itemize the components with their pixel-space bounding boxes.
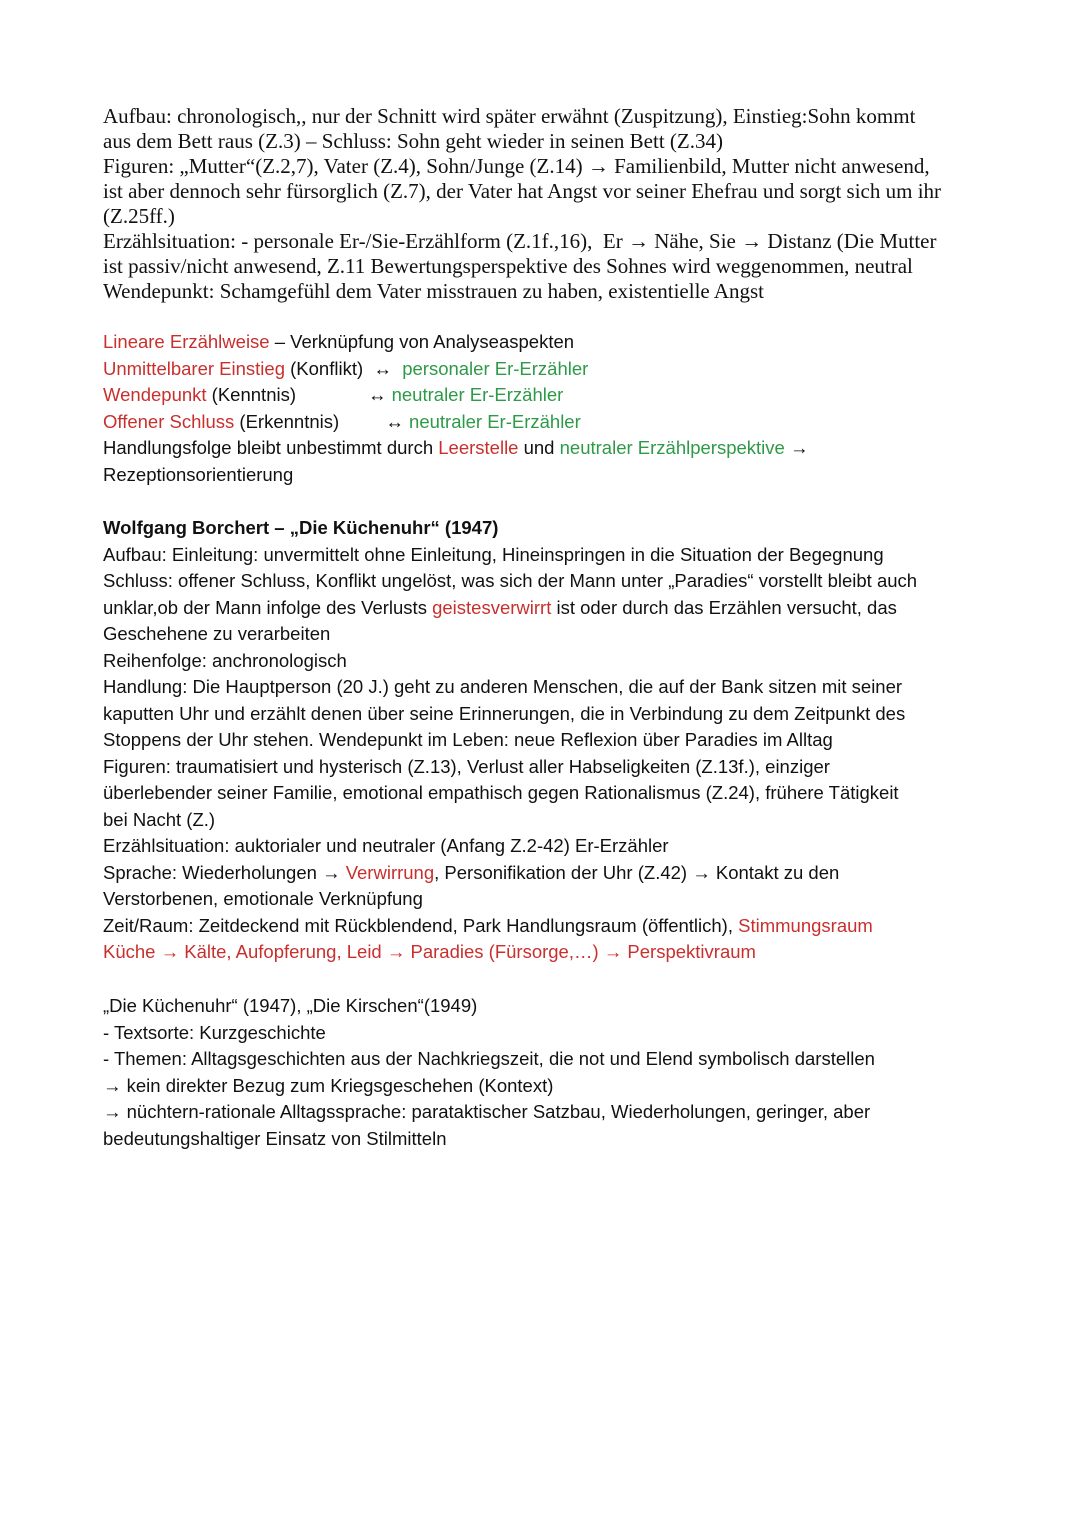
text-line bbox=[103, 833, 1003, 860]
text-line bbox=[103, 780, 1003, 807]
text-segment: , Personifikation der Uhr (Z.42) → Kontakt zu den bbox=[434, 861, 840, 883]
text-line bbox=[103, 1073, 1003, 1100]
text-line bbox=[103, 1099, 1003, 1126]
text-line bbox=[103, 129, 1003, 154]
text-line bbox=[103, 462, 1003, 489]
text-segment: bedeutungshaltiger Einsatz von Stilmitteln bbox=[103, 1127, 447, 1149]
highlight-red: Unmittelbarer Einstieg bbox=[103, 357, 285, 379]
text-segment: Erzählsituation: - personale Er-/Sie-Erzählform (Z.1f.,16), Er → Nähe, Sie → Distanz (Die Mutter bbox=[103, 229, 937, 253]
text-line bbox=[103, 568, 1003, 595]
text-segment: Wendepunkt: Schamgefühl dem Vater misstrauen zu haben, existentielle Angst bbox=[103, 279, 765, 303]
text-segment: Rezeptionsorientierung bbox=[103, 463, 294, 485]
highlight-green: personaler Er-Erzähler bbox=[402, 357, 589, 379]
section-kurzgeschichte bbox=[103, 993, 1003, 1152]
text-line bbox=[103, 279, 1003, 304]
text-segment: Figuren: „Mutter“(Z.2,7), Vater (Z.4), Sohn/Junge (Z.14) → Familienbild, Mutter nicht anwesend, bbox=[103, 154, 930, 178]
text-segment: → kein direkter Bezug zum Kriegsgeschehen (Kontext) bbox=[103, 1074, 554, 1096]
text-segment: (Kenntnis) ↔ bbox=[206, 384, 392, 405]
text-segment: kaputten Uhr und erzählt denen über seine Erinnerungen, die in Verbindung zu dem Zeitpunkt des bbox=[103, 702, 906, 724]
text-segment: Schluss: offener Schluss, Konflikt ungelöst, was sich der Mann unter „Paradies“ vorstellt bleibt auch bbox=[103, 570, 918, 591]
text-line bbox=[103, 595, 1003, 622]
text-line bbox=[103, 435, 1003, 462]
text-line bbox=[103, 104, 1003, 129]
text-line bbox=[103, 179, 1003, 204]
text-segment: Aufbau: Einleitung: unvermittelt ohne Einleitung, Hineinspringen in die Situation der Begegnung bbox=[103, 543, 884, 565]
highlight-green: neutraler Erzählperspektive bbox=[559, 437, 785, 458]
text-line bbox=[103, 727, 1003, 754]
text-segment: → nüchtern-rationale Alltagssprache: parataktischer Satzbau, Wiederholungen, geringer, aber bbox=[103, 1101, 871, 1122]
text-segment: - Textsorte: Kurzgeschichte bbox=[103, 1021, 326, 1043]
text-line bbox=[103, 329, 1003, 356]
text-segment: Handlung: Die Hauptperson (20 J.) geht zu anderen Menschen, die auf der Bank sitzen mit seiner bbox=[103, 676, 903, 697]
text-segment: Wolfgang Borchert – „Die Küchenuhr“ (1947) bbox=[103, 517, 499, 538]
highlight-red: Leerstelle bbox=[438, 437, 519, 458]
text-line bbox=[103, 409, 1003, 436]
text-segment: ist passiv/nicht anwesend, Z.11 Bewertungsperspektive des Sohnes wird weggenommen, neutral bbox=[103, 254, 913, 278]
text-segment: unklar,ob der Mann infolge des Verlusts bbox=[103, 596, 433, 618]
highlight-red: Lineare Erzählweise bbox=[103, 331, 270, 352]
text-segment: Geschehene zu verarbeiten bbox=[103, 623, 331, 644]
text-segment: ist oder durch das Erzählen versucht, das bbox=[551, 596, 897, 618]
highlight-red: geistesverwirrt bbox=[432, 596, 552, 618]
highlight-red: Wendepunkt bbox=[103, 384, 207, 405]
text-segment: (Konflikt) ↔ bbox=[285, 357, 403, 379]
text-line bbox=[103, 1126, 1003, 1153]
section-heading bbox=[103, 515, 1003, 542]
text-line bbox=[103, 807, 1003, 834]
text-line bbox=[103, 701, 1003, 728]
text-line bbox=[103, 254, 1003, 279]
text-segment: bei Nacht (Z.) bbox=[103, 808, 216, 830]
text-segment: Erzählsituation: auktorialer und neutraler (Anfang Z.2-42) Er-Erzähler bbox=[103, 835, 669, 856]
text-segment: Reihenfolge: anchronologisch bbox=[103, 649, 347, 671]
highlight-green: neutraler Er-Erzähler bbox=[391, 384, 564, 405]
highlight-red: Offener Schluss bbox=[103, 410, 235, 432]
text-segment: Stoppens der Uhr stehen. Wendepunkt im Leben: neue Reflexion über Paradies im Alltag bbox=[103, 729, 833, 750]
text-line bbox=[103, 754, 1003, 781]
text-segment: und bbox=[518, 437, 560, 458]
text-segment: überlebender seiner Familie, emotional empathisch gegen Rationalismus (Z.24), frühere Tätigkeit bbox=[103, 782, 899, 803]
text-segment: Verstorbenen, emotionale Verknüpfung bbox=[103, 888, 423, 909]
text-line bbox=[103, 939, 1003, 966]
text-segment: Handlungsfolge bleibt unbestimmt durch bbox=[103, 437, 439, 458]
text-line bbox=[103, 382, 1003, 409]
text-line bbox=[103, 356, 1003, 383]
highlight-red: Stimmungsraum bbox=[738, 914, 873, 936]
text-segment: Zeit/Raum: Zeitdeckend mit Rückblendend, Park Handlungsraum (öffentlich), bbox=[103, 914, 739, 936]
text-line bbox=[103, 674, 1003, 701]
text-line bbox=[103, 886, 1003, 913]
text-segment: – Verknüpfung von Analyseaspekten bbox=[269, 331, 575, 352]
highlight-green: neutraler Er-Erzähler bbox=[409, 410, 581, 432]
text-segment: „Die Küchenuhr“ (1947), „Die Kirschen“(1949) bbox=[103, 995, 478, 1016]
text-segment: Sprache: Wiederholungen → bbox=[103, 861, 346, 883]
section-analyse-notes bbox=[103, 104, 1003, 304]
text-line bbox=[103, 229, 1003, 254]
highlight-red: Verwirrung bbox=[345, 861, 435, 883]
text-line bbox=[103, 860, 1003, 887]
text-line bbox=[103, 913, 1003, 940]
text-line bbox=[103, 648, 1003, 675]
section-erzaehlweise bbox=[103, 329, 1003, 488]
text-segment: → bbox=[784, 437, 809, 458]
text-segment: Figuren: traumatisiert und hysterisch (Z.13), Verlust aller Habseligkeiten (Z.13f.), einziger bbox=[103, 755, 830, 777]
text-line bbox=[103, 1020, 1003, 1047]
text-line bbox=[103, 1046, 1003, 1073]
section-kuechenuhr bbox=[103, 515, 1003, 966]
highlight-red: Küche → Kälte, Aufopferung, Leid → Paradies (Fürsorge,…) → Perspektivraum bbox=[103, 941, 756, 962]
text-segment: (Erkenntnis) ↔ bbox=[234, 410, 410, 432]
text-segment: ist aber dennoch sehr fürsorglich (Z.7), der Vater hat Angst vor seiner Ehefrau und sorgt sich um ihr bbox=[103, 179, 942, 203]
text-segment: - Themen: Alltagsgeschichten aus der Nachkriegszeit, die not und Elend symbolisch darstellen bbox=[103, 1048, 875, 1069]
text-segment: (Z.25ff.) bbox=[103, 204, 175, 228]
text-line bbox=[103, 204, 1003, 229]
text-segment: aus dem Bett raus (Z.3) – Schluss: Sohn geht wieder in seinen Bett (Z.34) bbox=[103, 129, 723, 153]
text-line bbox=[103, 154, 1003, 179]
text-segment: Aufbau: chronologisch,, nur der Schnitt wird später erwähnt (Zuspitzung), Einstieg:Sohn kommt bbox=[103, 104, 916, 128]
text-line bbox=[103, 542, 1003, 569]
text-line bbox=[103, 993, 1003, 1020]
text-line bbox=[103, 621, 1003, 648]
